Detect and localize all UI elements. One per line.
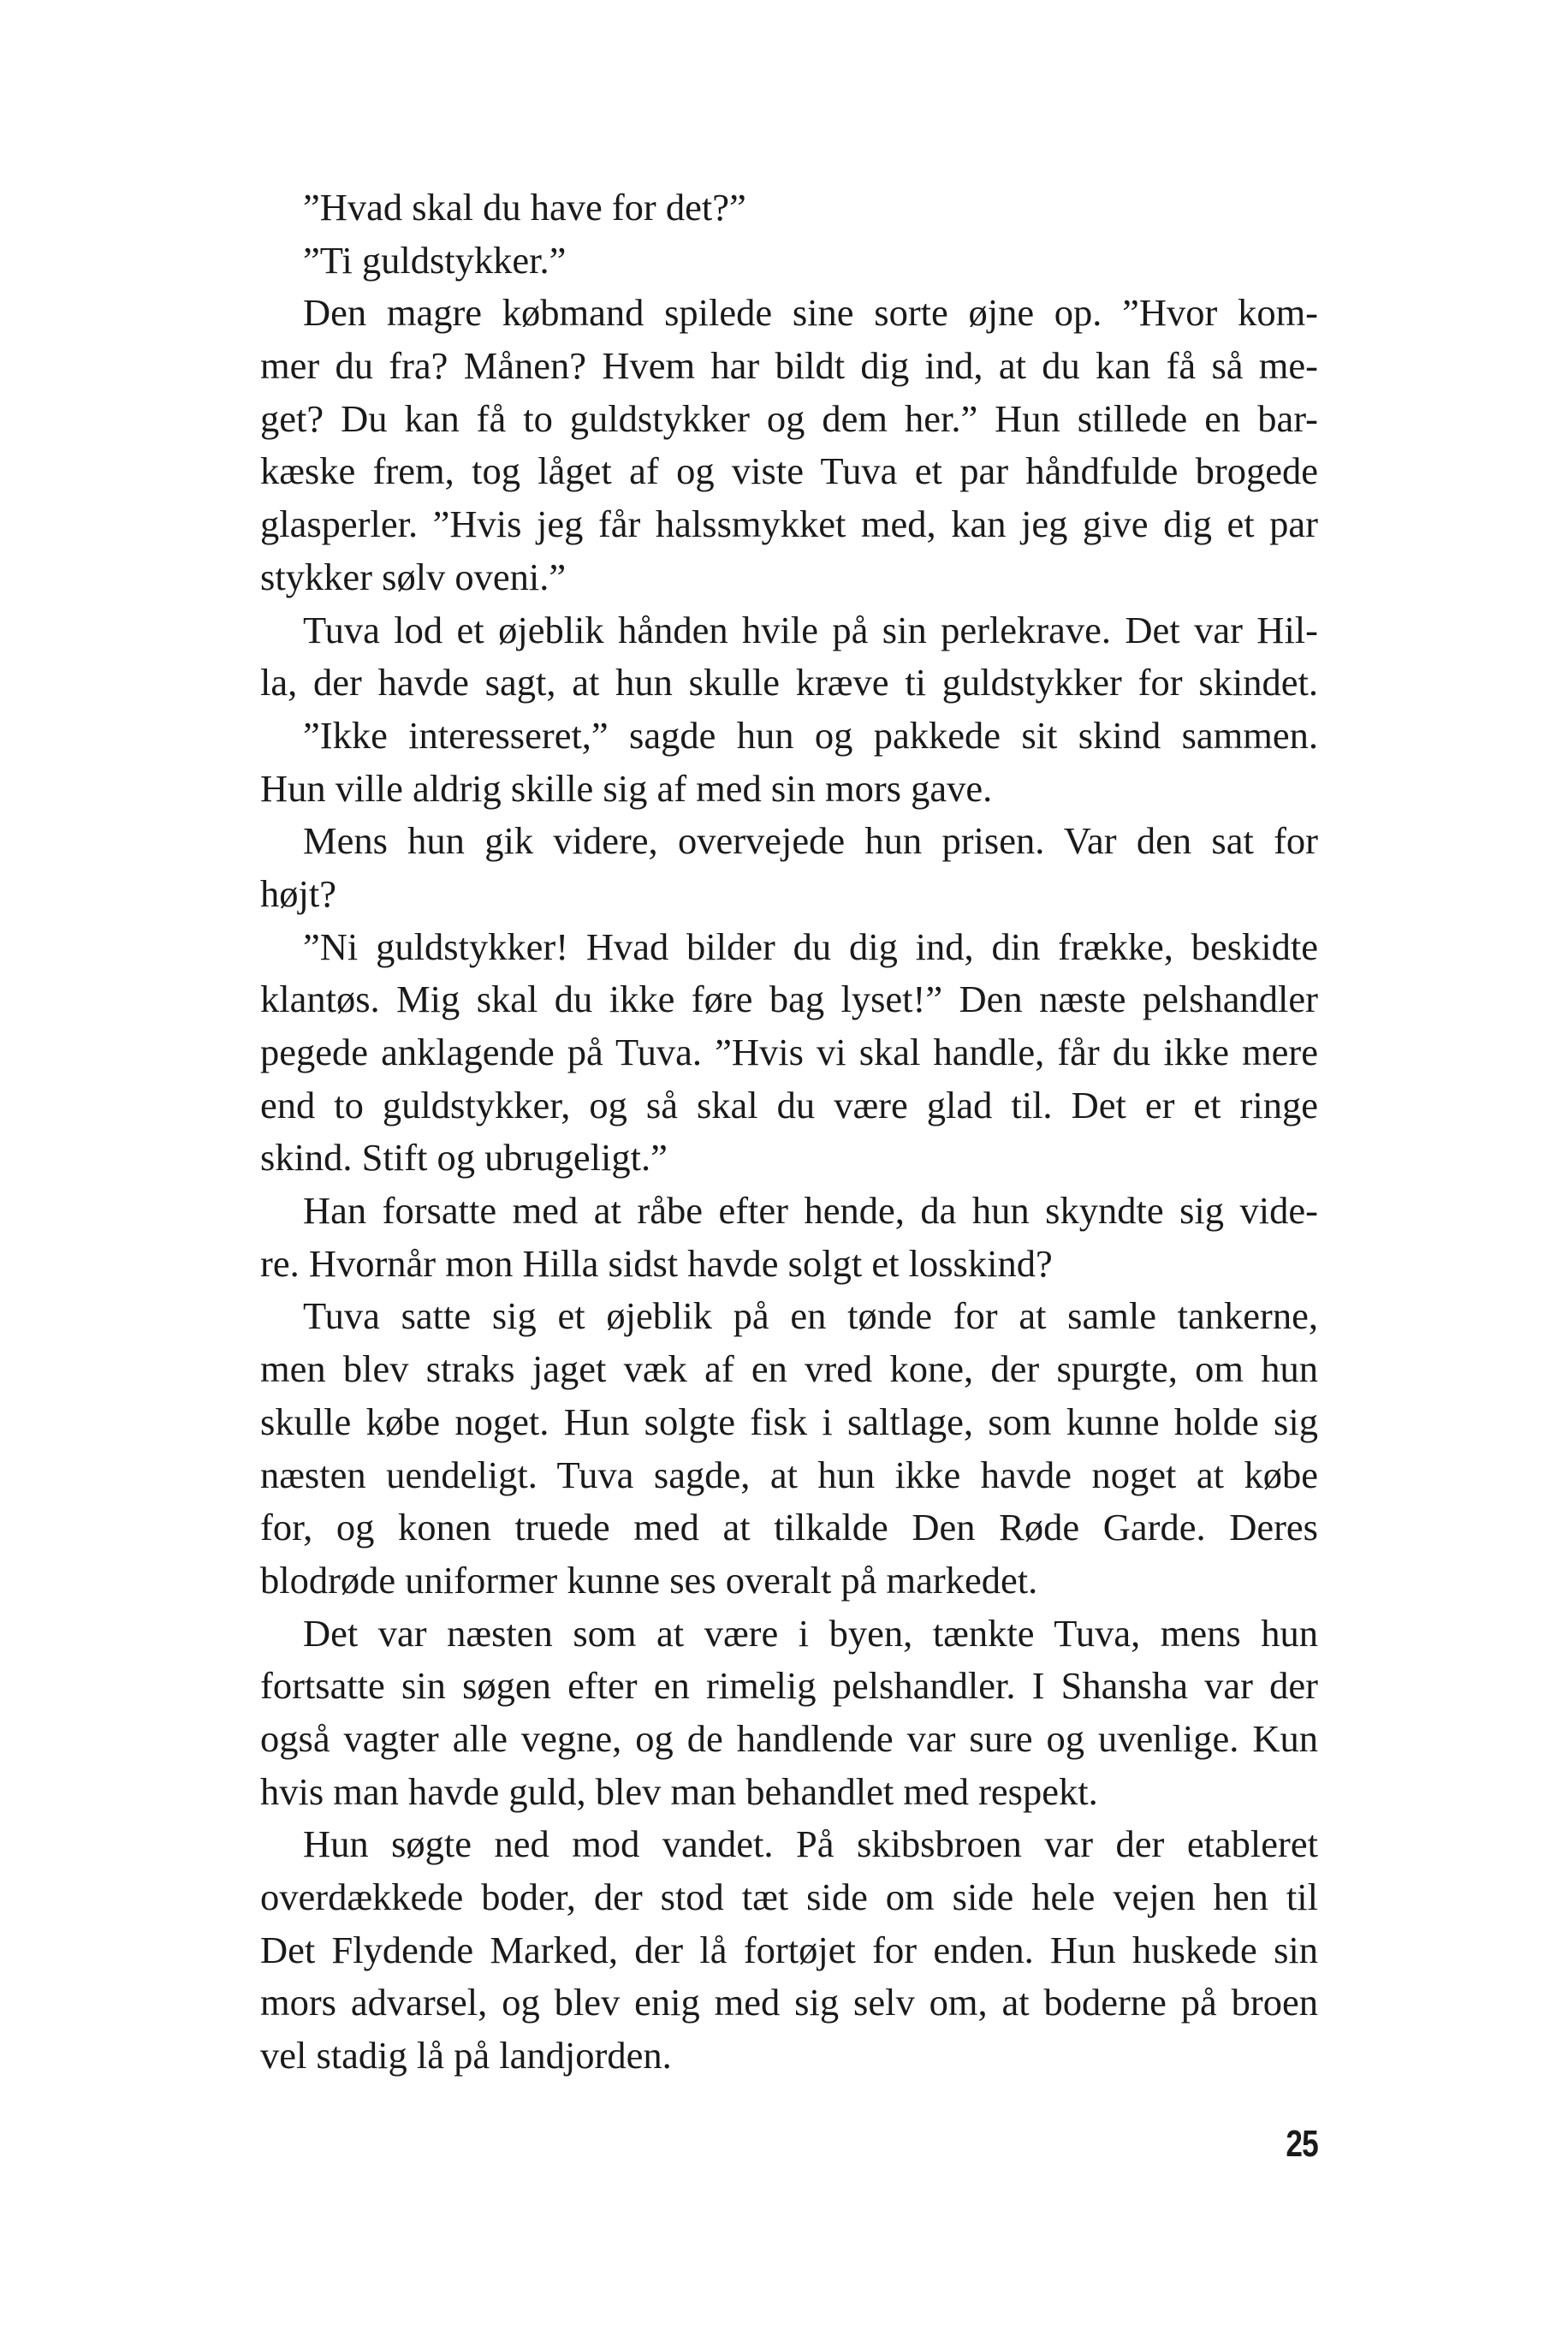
body-text: [260, 181, 1318, 2083]
text-line: Hun ville aldrig skille sig af med sin mors gave.: [260, 766, 993, 810]
text-line: klantøs. Mig skal du ikke føre bag lyset!” Den næste pelshandler: [260, 978, 1318, 1021]
text-line: blodrøde uniformer kunne ses overalt på markedet.: [260, 1558, 1038, 1602]
text-line: mors advarsel, og blev enig med sig selv om, at boderne på broen: [260, 1981, 1318, 2024]
text-line: la, der havde sagt, at hun skulle kræve ti guldstykker for skindet.: [260, 661, 1318, 704]
text-line: kæske frem, tog låget af og viste Tuva et par håndfulde brogede: [260, 449, 1318, 493]
text-line: hvis man havde guld, blev man behandlet med respekt.: [260, 1769, 1098, 1813]
text-line: næsten uendeligt. Tuva sagde, at hun ikke havde noget at købe: [260, 1453, 1318, 1496]
text-line: ”Ni guldstykker! Hvad bilder du dig ind, din frække, beskidte: [303, 924, 1318, 968]
page-number: 25: [1286, 2123, 1318, 2165]
text-line: pegede anklagende på Tuva. ”Hvis vi skal handle, får du ikke mere: [260, 1031, 1318, 1073]
text-line: Det Flydende Marked, der lå fortøjet for enden. Hun huskede sin: [260, 1928, 1318, 1971]
text-line: fortsatte sin søgen efter en rimelig pelshandler. I Shansha var der: [260, 1664, 1318, 1708]
text-line: Mens hun gik videre, overvejede hun prisen. Var den sat for: [303, 819, 1318, 863]
text-line: ”Ti guldstykker.”: [303, 238, 567, 282]
text-line: get? Du kan få to guldstykker og dem her.” Hun stillede en bar-: [260, 396, 1318, 440]
text-line: re. Hvornår mon Hilla sidst havde solgt et losskind?: [260, 1241, 1053, 1285]
text-line: ”Ikke interesseret,” sagde hun og pakkede sit skind sammen.: [303, 713, 1318, 757]
text-line: Tuva satte sig et øjeblik på en tønde for at samle tankerne,: [303, 1294, 1318, 1338]
text-line: men blev straks jaget væk af en vred kone, der spurgte, om hun: [260, 1347, 1318, 1391]
text-line: vel stadig lå på landjorden.: [260, 2034, 672, 2077]
text-line: mer du fra? Månen? Hvem har bildt dig ind, at du kan få så me-: [260, 344, 1318, 388]
text-line: ”Hvad skal du have for det?”: [303, 186, 746, 229]
text-line: stykker sølv oveni.”: [260, 555, 567, 598]
text-line: for, og konen truede med at tilkalde Den Røde Garde. Deres: [260, 1506, 1318, 1549]
text-line: skind. Stift og ubrugeligt.”: [260, 1136, 668, 1180]
text-line: Hun søgte ned mod vandet. På skibsbroen var der etableret: [303, 1822, 1318, 1866]
text-line: glasperler. ”Hvis jeg får halssmykket med, kan jeg give dig et par: [260, 502, 1318, 546]
text-line: end to guldstykker, og så skal du være glad til. Det er et ringe: [260, 1083, 1318, 1126]
text-line: Tuva lod et øjeblik hånden hvile på sin perlekrave. Det var Hil-: [303, 608, 1318, 651]
text-line: Det var næsten som at være i byen, tænkte Tuva, mens hun: [303, 1611, 1318, 1655]
text-line: Han forsatte med at råbe efter hende, da hun skyndte sig vide-: [303, 1189, 1318, 1233]
text-line: skulle købe noget. Hun solgte fisk i saltlage, som kunne holde sig: [260, 1400, 1318, 1443]
text-line: Den magre købmand spilede sine sorte øjne op. ”Hvor kom-: [303, 291, 1318, 335]
text-line: også vagter alle vegne, og de handlende var sure og uvenlige. Kun: [260, 1716, 1318, 1760]
text-line: højt?: [260, 871, 336, 915]
text-line: overdækkede boder, der stod tæt side om side hele vejen hen til: [260, 1875, 1318, 1918]
